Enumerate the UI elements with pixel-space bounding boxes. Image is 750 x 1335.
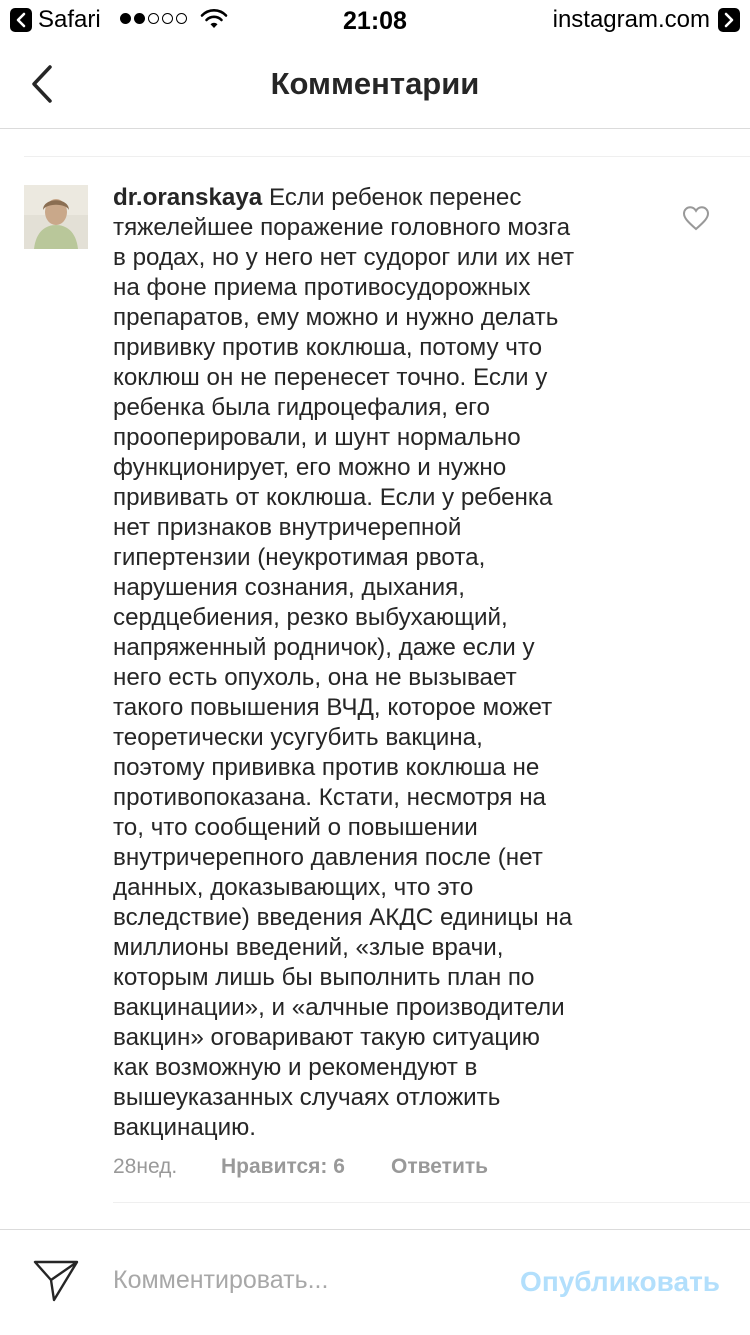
comment-input[interactable] (113, 1260, 473, 1300)
divider (113, 1202, 750, 1203)
status-bar (0, 0, 750, 40)
comments-list[interactable] (0, 128, 750, 1229)
back-app-label: Safari (38, 6, 101, 33)
comment-content: Если ребенок перенес тяжелейшее поражение головного мозга в родах, но у него нет судорог или их нет на фоне приема противосудорожных препаратов, ему можно и нужно делать прививку против коклюша, потому что коклюш он не перенесет точно. Если у ребенка была гидроцефалия, его прооперировали, и шунт нормально функционирует, его можно и нужно прививать от коклюша. Если у ребенка нет признаков внутричерепной гипертензии (неукротимая рвота, нарушения сознания, дыхания, сердцебиения, резко выбухающий, напряженный родничок), даже если у него есть опухоль, она не вызывает такого повышения ВЧД, которое может теоретически усугубить вакцина, поэтому прививка против коклюша не противопоказана. Кстати, несмотря на то, что сообщений о повышении внутричерепного давления после (нет данных, доказывающих, что это вследствие) введения АКДС единицы на миллионы введений, «злые врачи, которым лишь бы выполнить план по вакцинации», и «алчные производители вакцин» оговаривают такую ситуацию как возможную и рекомендуют в вышеуказанных случаях отложить вакцинацию. (113, 184, 575, 1141)
comment-meta (113, 1155, 488, 1179)
page-title: Комментарии (270, 66, 480, 101)
comment-age: 28нед. (113, 1155, 178, 1178)
user-photo-icon (24, 185, 88, 249)
site-label: instagram.com (552, 6, 710, 33)
nav-header (0, 40, 750, 129)
comment-reply-button[interactable]: Ответить (391, 1155, 489, 1178)
heart-icon (682, 205, 710, 231)
comment-username[interactable]: dr.oranskaya (113, 184, 263, 211)
comment-text (113, 183, 658, 1143)
like-button[interactable] (682, 205, 710, 231)
divider (24, 156, 750, 157)
comment-likes[interactable]: Нравится: 6 (221, 1155, 345, 1178)
direct-send-icon[interactable] (32, 1258, 80, 1304)
comment-composer (0, 1229, 750, 1335)
publish-button[interactable]: Опубликовать (520, 1266, 720, 1297)
avatar[interactable] (24, 185, 88, 249)
forward-triangle-icon (718, 8, 740, 32)
status-time: 21:08 (343, 7, 407, 35)
site-link[interactable] (553, 6, 740, 34)
